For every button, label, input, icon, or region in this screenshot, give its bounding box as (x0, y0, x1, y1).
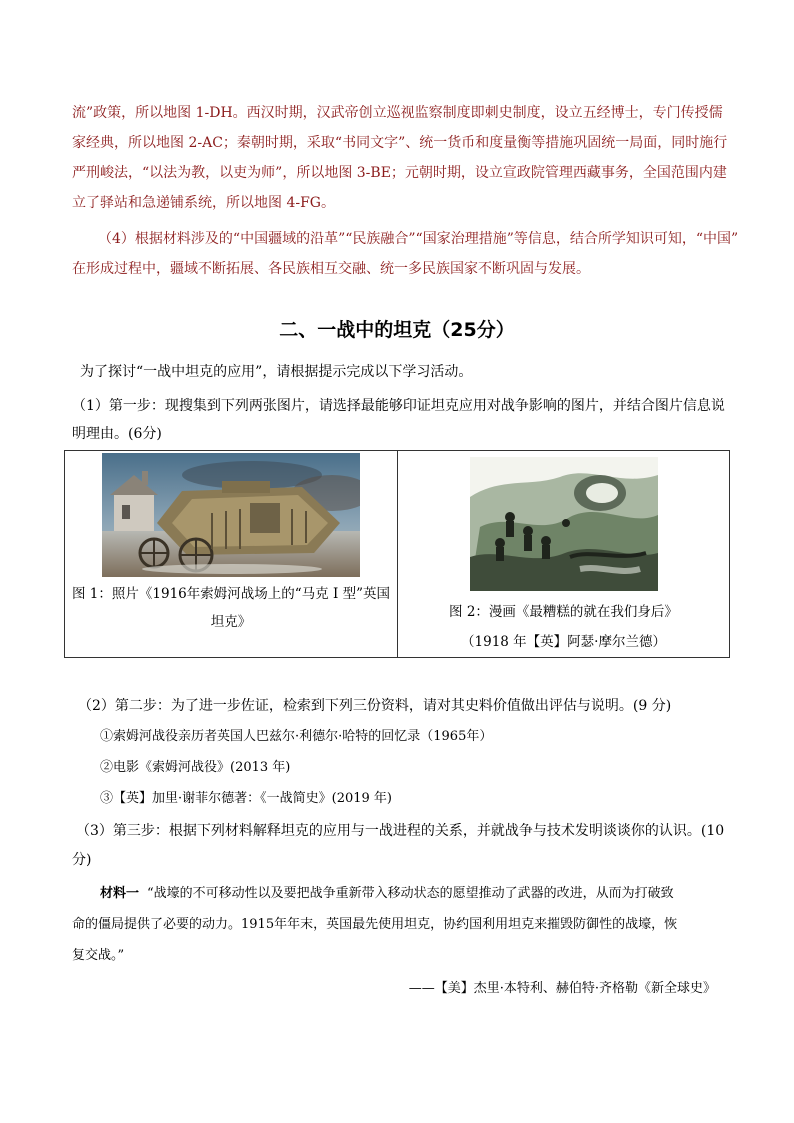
figure-2-cell (397, 451, 730, 658)
figure-2-caption-line-2: （1918 年【英】阿瑟·摩尔兰德） (461, 634, 666, 650)
figure-1-cell (65, 451, 398, 658)
material-label: 材料一 (100, 886, 140, 901)
material-line: 复交战。” (72, 948, 125, 963)
figure-1-caption-line-1: 图 1：照片《1916年索姆河战场上的“马克 I 型”英国 (72, 586, 390, 602)
source-item: ①索姆河战役亲历者英国人巴兹尔·利德尔·哈特的回忆录（1965年） (100, 729, 493, 744)
figure-1-caption-line-2: 坦克》 (210, 614, 252, 630)
question-3-line: 分) (72, 852, 92, 868)
answer-part4-line: 在形成过程中，疆域不断拓展、各民族相互交融、统一多民族国家不断巩固与发展。 (72, 261, 590, 277)
tank-photo (102, 453, 360, 577)
material-line (100, 884, 674, 904)
material-text: “战壕的不可移动性以及要把战争重新带入移动状态的愿望推动了武器的改进，从而为打破致 (147, 886, 674, 901)
material-source: ——【美】杰里·本特利、赫伯特·齐格勒《新全球史》 (408, 981, 716, 996)
answer-line: 严刑峻法，“以法为教，以吏为师”，所以地图 3-BE；元朝时期，设立宣政院管理西藏事务，全国范围内建 (72, 165, 727, 181)
source-item: ③【英】加里·谢菲尔德著：《一战简史》(2019 年) (100, 791, 392, 806)
cartoon-image (470, 457, 658, 591)
figure-2-caption-line-1: 图 2：漫画《最糟糕的就在我们身后》 (449, 604, 678, 620)
answer-line: 流”政策，所以地图 1-DH。西汉时期，汉武帝创立巡视监察制度即刺史制度，设立五经博士，专门传授儒 (72, 105, 723, 121)
material-line: 命的僵局提供了必要的动力。1915年年末，英国最先使用坦克，协约国利用坦克来摧毁防御性的战壕，恢 (72, 917, 678, 932)
source-item: ②电影《索姆河战役》(2013 年) (100, 760, 291, 775)
answer-part4-line: （4）根据材料涉及的“中国疆域的沿革”“民族融合”“国家治理措施”等信息，结合所学知识可知，“中国” (98, 231, 739, 247)
figure-table (64, 450, 730, 658)
question-3-line: （3）第三步：根据下列材料解释坦克的应用与一战进程的关系，并就战争与技术发明谈谈你的认识。(10 (76, 823, 725, 839)
answer-line: 家经典，所以地图 2-AC；秦朝时期，采取“书同文字”、统一货币和度量衡等措施巩固统一局面，同时施行 (72, 135, 728, 151)
intro-text: 为了探讨“一战中坦克的应用”，请根据提示完成以下学习活动。 (80, 364, 473, 380)
answer-line: 立了驿站和急递铺系统，所以地图 4-FG。 (72, 195, 335, 211)
question-2-line: （2）第二步：为了进一步佐证，检索到下列三份资料，请对其史料价值做出评估与说明。(9 分) (78, 698, 672, 714)
section-title: 二、一战中的坦克（25分） (279, 319, 515, 341)
question-1-line: （1）第一步：现搜集到下列两张图片，请选择最能够印证坦克应用对战争影响的图片，并结合图片信息说 (72, 398, 725, 414)
question-1-line: 明理由。(6分) (72, 426, 162, 442)
